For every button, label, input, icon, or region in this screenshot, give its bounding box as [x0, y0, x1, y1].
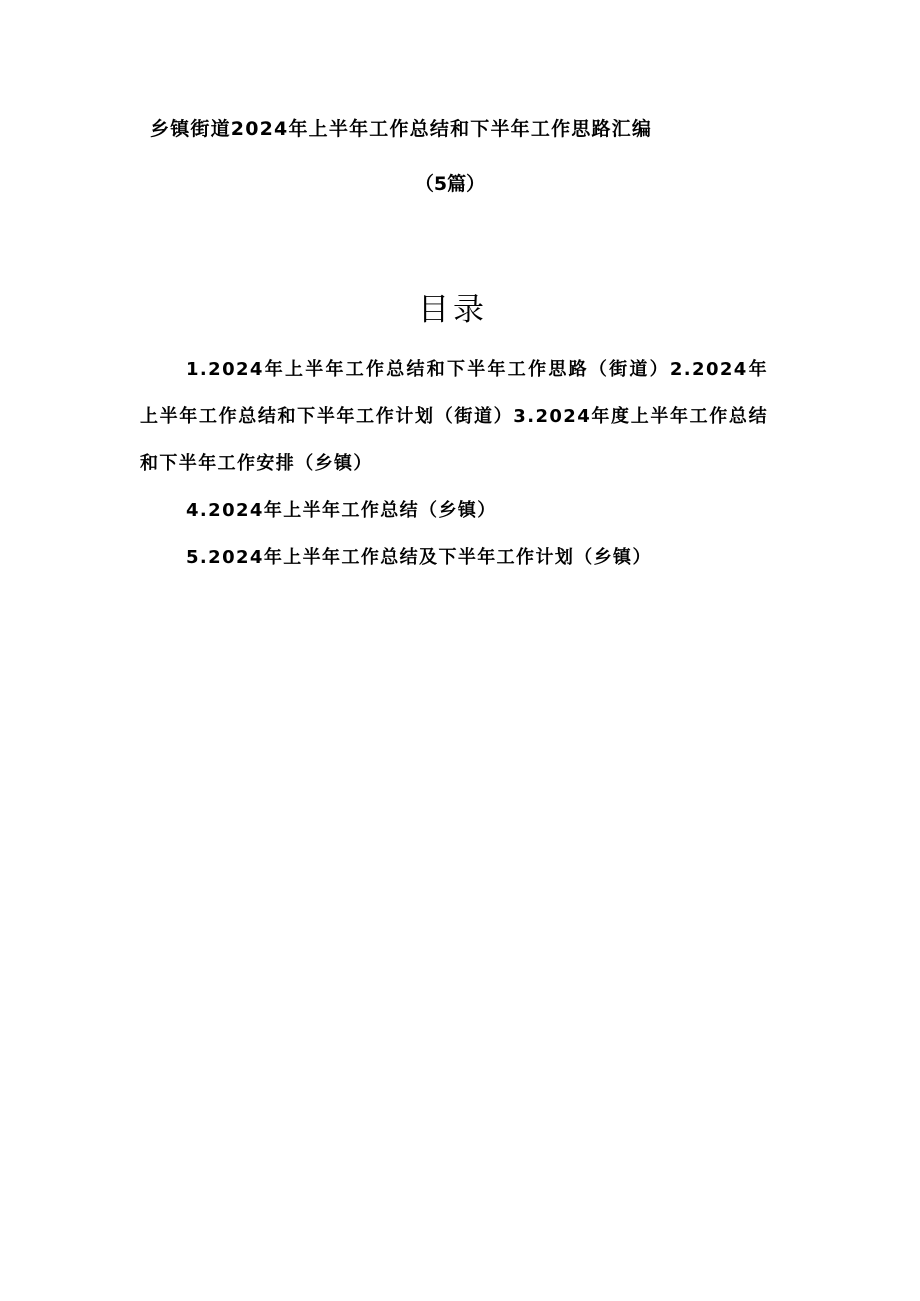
toc-paragraph — [140, 487, 768, 534]
toc-paragraph — [140, 346, 768, 487]
toc-paragraph — [140, 534, 768, 581]
toc-entry-2[interactable]: 2.2024年上半年工作总结和下半年工作计划（街道） — [140, 359, 768, 427]
toc-entry-4[interactable]: 4.2024年上半年工作总结（乡镇） — [186, 500, 497, 521]
table-of-contents — [140, 346, 768, 581]
toc-entry-3[interactable]: 3.2024年度上半年工作总结和下半年工作安排（乡镇） — [140, 406, 768, 474]
document-title: 乡镇街道2024年上半年工作总结和下半年工作思路汇编 — [150, 118, 653, 140]
toc-entry-5[interactable]: 5.2024年上半年工作总结及下半年工作计划（乡镇） — [186, 547, 652, 568]
document-subtitle: （5篇） — [414, 173, 486, 195]
toc-entry-1[interactable]: 1.2024年上半年工作总结和下半年工作思路（街道） — [186, 359, 670, 380]
toc-heading: 目录 — [418, 292, 488, 328]
